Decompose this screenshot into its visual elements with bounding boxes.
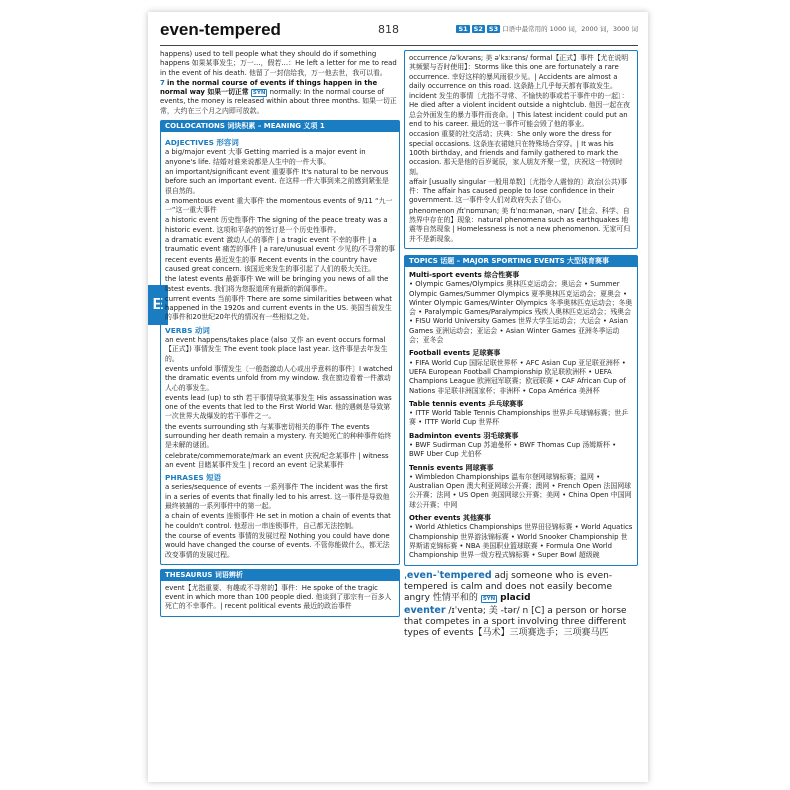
thumb-index-tab: E [148,285,168,325]
freq-legend-text: 口语中最常用的 1000 词，2000 词，3000 词 [502,25,638,33]
topic-list: • World Athletics Championships 世界田径锦标赛 • World Aquatics Championship 世界游泳锦标赛 • World Snooker Championship 世界斯诺克锦标赛 • NBA 美国职业篮球联赛 • Formula One World Championship 世界一级方程式锦标赛 • Super Bowl 超级碗 [409,523,633,560]
collocation-item: a chain of events 连锁事件 He set in motion a chain of events that he couldn't control. 他惹出一串连锁事件，自己都无法控制。 [165,512,391,530]
thesaurus-title: THESAURUS 词语辨析 [161,570,399,581]
collocation-item: an event happens/takes place (also 又作 an event occurs formal【正式】) 事情发生 The event took place last year. 这件事是去年发生的。 [165,336,388,363]
thesaurus-occurrence: occurrence /əˈkʌrəns; 美 əˈkɜːrəns/ formal【正式】事件【尤在说明其频繁与否时使用】：Storms like this one are fortunately a rare occurrence. 幸好这样的暴风雨很少见。| Accidents are almost a daily occurrence on this road. 这条路上几乎每天都有事故发生。 [409,54,629,90]
freq-badge-s2: S2 [473,24,483,33]
thesaurus-occasion: occasion 重要的社交活动；庆典：She only wore the dress for special occasions. 这条连衣裙她只在特殊场合穿穿。| It was his 100th birthday, and friends and family gathered to mark the occasion. 那天是他的百岁诞辰，家人朋友齐聚一堂，庆祝这一特别时刻。 [409,130,623,176]
entry-eventer [404,605,638,639]
verbs-heading: VERBS 动词 [165,325,210,335]
entry-definition: adj someone who is even-tempered is calm and does not easily become angry 性情平和的 [404,570,613,603]
collocation-item: a historic event 历史性事件 The signing of the peace treaty was a historic event. 这项和平条约的签订是一个历史性事件。 [165,216,388,234]
collocation-item: current events 当前事件 There are some similarities between what happened in the 1920s and current events in the US. 美国当前发生的事件和20世纪20年代的情况有一些相似之处。 [165,294,392,322]
topic-list: • FIFA World Cup 国际足联世界杯 • AFC Asian Cup 亚足联亚洲杯 • UEFA European Football Championship 欧足联欧洲杯 • UEFA Champions League 欧洲冠军联赛；欧冠联赛 • CAF African Cup of Nations 非足联非洲国家杯；非洲杯 • Copa América 美洲杯 [409,358,626,395]
collocations-title: COLLOCATIONS 词块积累 – MEANING 义项 1 [161,121,399,132]
topic-list: • BWF Sudirman Cup 苏迪曼杯 • BWF Thomas Cup 汤姆斯杯 • BWF Uber Cup 尤伯杯 [409,440,617,459]
topic-heading: Badminton events 羽毛球赛事 [409,431,519,440]
topic-heading: Multi-sport events 综合性赛事 [409,270,520,279]
collocation-item: a dramatic event 激动人心的事件 | a tragic event 不幸的事件 | a traumatic event 痛苦的事件 | a rare/unusual event 少见的/不寻常的事 [165,236,395,254]
thesaurus-continued-box [404,50,638,249]
entry-headword: ˌeven-ˈtempered [404,569,492,581]
collocation-item: events lead (up) to sth 若干事情导致某事发生 His assassination was one of the events that led to the First World War. 他的遇刺是导致第一次世界大战爆发的若干事件之一。 [165,393,392,421]
entry-continuation: happens) used to tell people what they should do if something happens 如果某事发生；万一…，假若…：He left a letter for me to read in the event of his death. 他留了一封信给我，万一他去世，我可以看。 [160,50,397,77]
entry-definition: /ɪˈventə; 美 -tər/ n [C] a person or horse that competes in a sport involving three different types of events【马术】三项赛选手；三项赛马匹 [404,605,627,638]
frequency-legend [456,24,638,33]
topic-list: • ITTF World Table Tennis Championships 世界乒乓球锦标赛；世乒赛 • ITTF World Cup 世界杯 [409,409,629,427]
synonym-word: placid [500,592,531,603]
collocation-item: recent events 最近发生的事 Recent events in the country have caused great concern. 该国近来发生的事引起了人们的极大关注。 [165,255,377,273]
thesaurus-incident: incident 发生的事情〔尤指不寻常、不愉快的事或若干事件中的一起〕：He died after a violent incident outside a nightclub. 他因一起在夜总会外面发生的暴力事件而丧命。| This latest incident could put an end to his career. 最近的这一事件可能会毁了他的事业。 [409,92,630,129]
entry-even-tempered [404,570,638,604]
page-header [160,16,638,46]
topic-heading: Football events 足球赛事 [409,349,501,358]
freq-badge-s3: S3 [488,24,499,33]
collocation-item: the latest events 最新事件 We will be bringing you news of all the latest events. 我们将为您报道所有最新的新闻事件。 [165,275,389,293]
collocation-item: an important/significant event 重要事件 It's natural to be nervous before such an important event. 在这样一件大事到来之前感到紧张是很自然的。 [165,167,389,195]
topics-box [404,255,638,566]
topic-heading: Tennis events 网球赛事 [409,463,494,472]
syn-label: SYN [482,595,496,602]
collocation-item: celebrate/commemorate/mark an event 庆祝/纪念某事件 | witness an event 目睹某事件发生 | record an event 记录某事件 [165,451,389,469]
collocation-item: a momentous event 重大事件 the momentous events of 9/11 “九一一”这一重大事件 [165,196,393,215]
sense-7-example: normally: In the normal course of events, the money is released within about three months. 如果一切正常，大约在三个月之内即可放款。 [160,88,397,115]
topic-heading: Other events 其他赛事 [409,514,491,523]
running-headword: even-tempered [160,20,281,39]
thesaurus-phenomenon: phenomenon /fɪˈnɒmɪnən; 美 fɪˈnɑːmənən, -nən/【社会、科学、自然界中存在的】现象：natural phenomena such as earthquakes 地震等自然现象 | Homelessness is not a new phenomenon. 无家可归并不是新现象。 [409,206,631,243]
phrases-heading: PHRASES 短语 [165,473,222,483]
topics-title: TOPICS 话题 – MAJOR SPORTING EVENTS 大型体育赛事 [405,256,637,267]
freq-badge-s1: S1 [458,24,468,33]
sense-number: 7 [160,78,165,87]
adjectives-heading: ADJECTIVES 形容词 [165,138,239,148]
dictionary-page [148,12,648,782]
collocation-item: the events surrounding sth 与某事密切相关的事件 The events surrounding her death remain a mystery. 有关她死亡的种种事件始终是未解的谜团。 [165,422,392,450]
sense-7 [160,79,400,116]
topic-heading: Table tennis events 乒乓球赛事 [409,399,524,408]
left-column [160,50,400,617]
collocation-item: the course of events 事情的发展过程 Nothing you could have done would have changed the course of events. 不管你能做什么，都无法改变事情的发展过程。 [165,531,390,559]
syn-label: SYN [252,90,266,97]
collocation-item: a series/sequence of events 一系列事件 The incident was the first in a series of events that finally led to his arrest. 这一事件是导致他最终被捕的一系列事件中的第一起。 [165,483,390,511]
collocation-item: events unfold 事情发生〔一般指激动人心或出乎意料的事件〕I watched the dramatic events unfold from my window. 我在窗边看着一件激动人心的事发生。 [165,364,393,392]
right-column [404,50,638,640]
sense-7-text: in the normal course of events if things happen in the normal way 如果一切正常 [160,78,378,97]
thesaurus-affair: affair [usually singular 一般用单数]〔尤指令人震惊的〕政治(公共)事件：The affair has caused people to lose confidence in their government. 这一事件令人们对政府失去了信心。 [409,177,628,205]
entry-headword: eventer [404,604,446,616]
thesaurus-text: event【尤指重要、有趣或不寻常的】事件：He spoke of the tragic event in which more than 100 people died. 他谈到了那宗有一百多人死亡的不幸事件。| recent political events 最近的政治事件 [165,583,392,611]
collocations-box [160,120,400,565]
thesaurus-box [160,569,400,617]
collocation-item: a big/major event 大事 Getting married is a major event in anyone's life. 结婚对谁来说都是人生中的一件大事。 [165,148,366,166]
page-number: 818 [378,23,399,36]
topic-list: • Wimbledon Championships 温布尔登网球锦标赛；温网 • Australian Open 澳大利亚网球公开赛；澳网 • French Open 法国网球公开赛；法网 • US Open 美国网球公开赛；美网 • China Open 中国网球公开赛；中网 [409,472,632,509]
topic-list: • Olympic Games/Olympics 奥林匹克运动会；奥运会 • Summer Olympic Games/Summer Olympics 夏季奥林匹克运动会；夏奥会 • Winter Olympic Games/Winter Olympics 冬季奥林匹克运动会；冬奥会 • Paralympic Games/Paralympics 残疾人奥林匹克运动会；残奥会 • FISU World University Games 世界大学生运动会；大运会 • Asian Games 亚洲运动会；亚运会 • Asian Winter Games 亚洲冬季运动会；亚冬会 [409,280,633,345]
